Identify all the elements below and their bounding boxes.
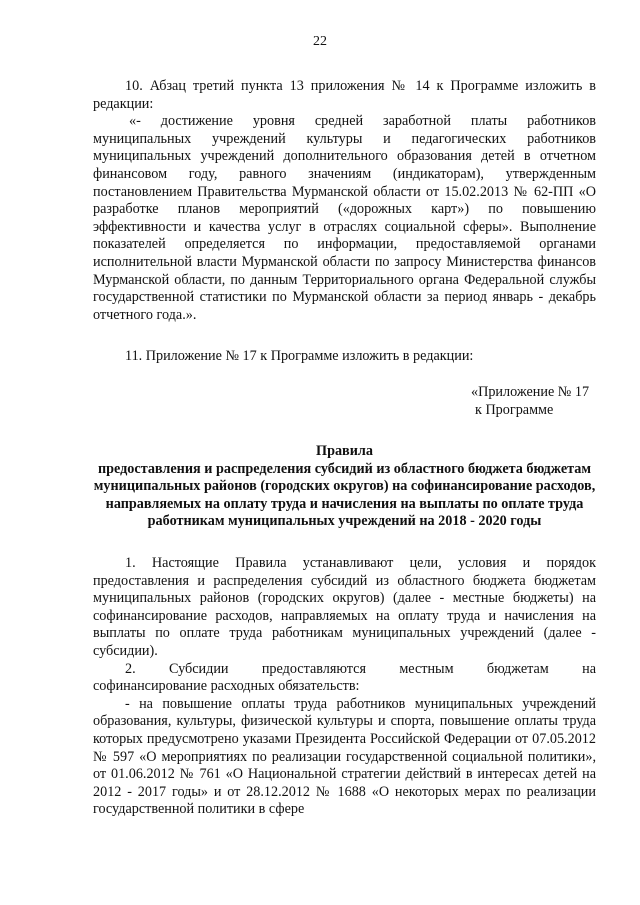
paragraph-2-line-1: 2. Субсидии предоставляются местным бюджетам на [125, 660, 596, 677]
item-10-intro: 10. Абзац третий пункта 13 приложения № 14 к Программе изложить в редакции: [93, 78, 596, 112]
paragraph-1: 1. Настоящие Правила устанавливают цели, условия и порядок предоставления и распределения субсидий из областного бюджета бюджетам муниципальных районов (городских округов) (далее - местные бюджеты) на софинансирование расходов, направляемых на оплату труда и начисления на выплаты по оплате труда работникам муниципальных учреждений (далее - субсидии). [93, 555, 596, 660]
item-10-quote: «- достижение уровня средней заработной платы работников муниципальных учреждений культуры и педагогических работников муниципальных учреждений дополнительного образования детей в отчетном финансовом году, равного значениям (индикаторам), утвержденным постановлением Правительства Мурманской области от 15.02.2013 № 62-ПП «О разработке планов мероприятий («дорожных карт») по повышению эффективности и качества услуг в отраслях социальной сферы». Выполнение показателей определяется по информации, предоставляемой органами исполнительной власти Мурманской области по запросу Министерства финансов Мурманской области, по данным Территориального органа Федеральной службы государственной статистики по Мурманской области за период январь - декабрь отчетного года.». [93, 113, 596, 323]
appendix-line-1: «Приложение № 17 [471, 383, 590, 400]
item-11-text: 11. Приложение № 17 к Программе изложить в редакции: [125, 348, 474, 365]
document-body [93, 78, 596, 819]
paragraph-3: - на повышение оплаты труда работников муниципальных учреждений образования, культуры, физической культуры и спорта, повышение оплаты труда которых предусмотрено указами Президента Российской Федерации от 07.05.2012 № 597 «О мероприятиях по реализации государственной социальной политики», от 01.06.2012 № 761 «О Национальной стратегии действий в интересах детей на 2012 - 2017 годы» и от 28.12.2012 № 1688 «О некоторых мерах по реализации государственной политики в сфере [93, 695, 596, 818]
rules-subtitle: предоставления и распределения субсидий из областного бюджета бюджетам муниципальных районов (городских округов) на софинансирование расходов, направляемых на оплату труда и начисления на выплаты по оплате труда работникам муниципальных учреждений на 2018 - 2020 годы [93, 460, 596, 530]
page-number: 22 [313, 34, 327, 49]
paragraph-2-line-2: софинансирование расходных обязательств: [93, 678, 360, 695]
appendix-reference [471, 384, 596, 419]
appendix-line-2: к Программе [475, 401, 554, 418]
rules-heading: Правила [316, 443, 373, 460]
